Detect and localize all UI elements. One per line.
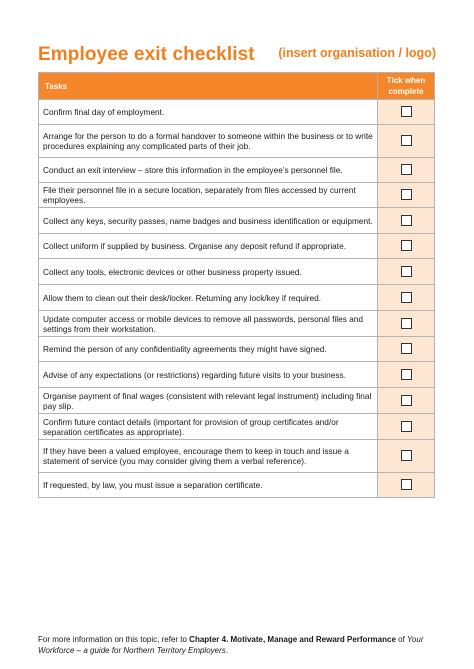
checkbox[interactable] (401, 189, 412, 200)
table-row (39, 183, 435, 208)
footer-guide: Your Workforce – a guide for Northern Territory Employers (38, 635, 424, 655)
checkbox[interactable] (401, 106, 412, 117)
tick-cell (378, 473, 435, 498)
tick-cell (378, 259, 435, 285)
tick-cell (378, 234, 435, 259)
tick-cell (378, 183, 435, 208)
tick-cell (378, 414, 435, 440)
footer-chapter: Chapter 4. Motivate, Manage and Reward Performance (189, 635, 396, 644)
checkbox[interactable] (401, 369, 412, 380)
checklist-table (38, 72, 435, 498)
tick-column-header (378, 73, 435, 100)
table-row (39, 311, 435, 337)
table-row (39, 259, 435, 285)
task-text: Arrange for the person to do a formal handover to someone within the business or to write procedures explaining any complicated parts of their job. (39, 125, 378, 158)
tick-cell (378, 100, 435, 125)
table-row (39, 100, 435, 125)
checkbox[interactable] (401, 421, 412, 432)
table-row (39, 414, 435, 440)
table-row (39, 285, 435, 311)
task-text: Remind the person of any confidentiality agreements they might have signed. (39, 337, 378, 362)
task-text: If they have been a valued employee, encourage them to keep in touch and issue a statement of service (you may consider giving them a verbal reference). (39, 440, 378, 473)
task-text: Collect any keys, security passes, name badges and business identification or equipment. (39, 208, 378, 234)
checkbox[interactable] (401, 240, 412, 251)
task-text: If requested, by law, you must issue a separation certificate. (39, 473, 378, 498)
checkbox[interactable] (401, 215, 412, 226)
table-row (39, 337, 435, 362)
footer-suffix: . (225, 646, 229, 655)
tick-cell (378, 311, 435, 337)
tick-cell (378, 208, 435, 234)
checkbox[interactable] (401, 135, 412, 146)
tick-header-line1: Tick when (386, 76, 426, 85)
checkbox[interactable] (401, 292, 412, 303)
checkbox[interactable] (401, 266, 412, 277)
task-text: Organise payment of final wages (consistent with relevant legal instrument) including final pay slip. (39, 388, 378, 414)
table-row (39, 125, 435, 158)
footer-prefix: For more information on this topic, refer to (38, 635, 190, 644)
checkbox[interactable] (401, 479, 412, 490)
task-text: Confirm final day of employment. (39, 100, 378, 125)
checkbox[interactable] (401, 164, 412, 175)
footer-note (38, 634, 438, 656)
tick-cell (378, 362, 435, 388)
table-row (39, 158, 435, 183)
checkbox[interactable] (401, 343, 412, 354)
checkbox[interactable] (401, 318, 412, 329)
tick-cell (378, 158, 435, 183)
table-row (39, 362, 435, 388)
page-title: Employee exit checklist (38, 44, 255, 65)
table-row (39, 440, 435, 473)
tick-cell (378, 125, 435, 158)
footer-mid: of (395, 635, 408, 644)
table-header-row (39, 73, 435, 100)
table-row (39, 473, 435, 498)
table-row (39, 208, 435, 234)
tick-cell (378, 388, 435, 414)
tick-cell (378, 285, 435, 311)
task-text: Collect uniform if supplied by business. Organise any deposit refund if appropriate. (39, 234, 378, 259)
tick-cell (378, 440, 435, 473)
tasks-column-header: Tasks (39, 73, 378, 100)
tick-header-line2: complete (388, 87, 424, 96)
organisation-placeholder: (insert organisation / logo) (278, 46, 436, 60)
tick-cell (378, 337, 435, 362)
task-text: Allow them to clean out their desk/locker. Returning any lock/key if required. (39, 285, 378, 311)
task-text: Confirm future contact details (important for provision of group certificates and/or separation certificates as appropriate). (39, 414, 378, 440)
checkbox[interactable] (401, 450, 412, 461)
table-row (39, 234, 435, 259)
task-text: File their personnel file in a secure location, separately from files accessed by current employees. (39, 183, 378, 208)
task-text: Advise of any expectations (or restrictions) regarding future visits to your business. (39, 362, 378, 388)
checkbox[interactable] (401, 395, 412, 406)
table-row (39, 388, 435, 414)
task-text: Conduct an exit interview – store this information in the employee’s personnel file. (39, 158, 378, 183)
task-text: Update computer access or mobile devices to remove all passwords, personal files and settings from their workstation. (39, 311, 378, 337)
task-text: Collect any tools, electronic devices or other business property issued. (39, 259, 378, 285)
